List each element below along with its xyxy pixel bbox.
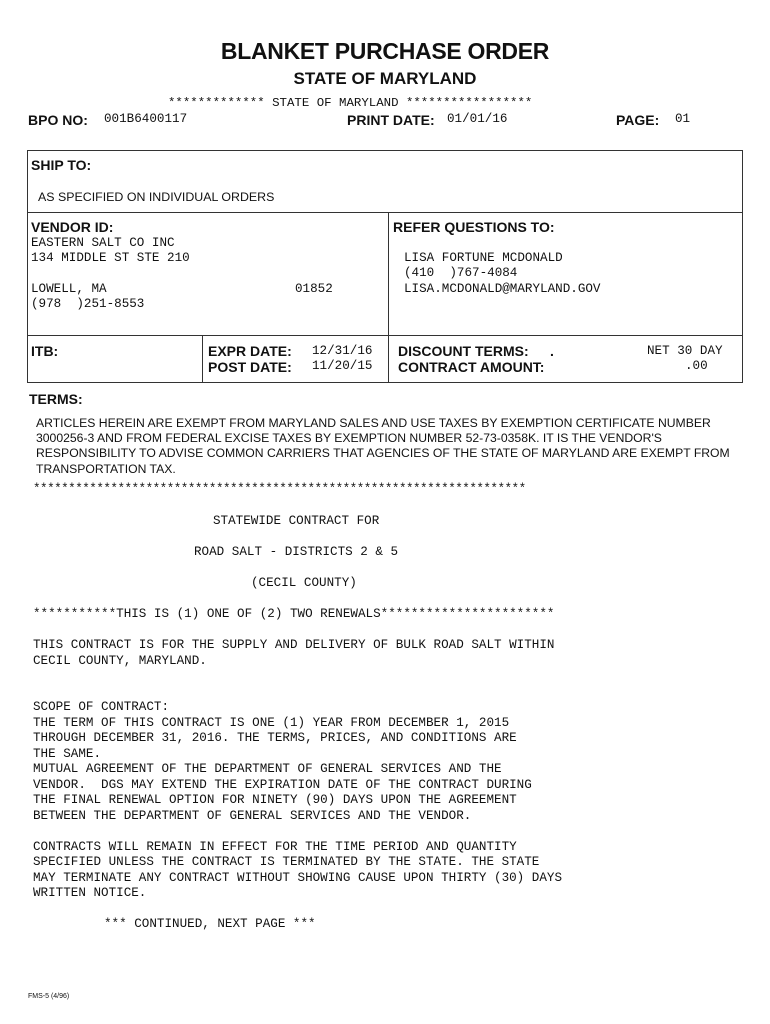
contract-amount-value: .00 (685, 359, 708, 373)
body-line: THE TERM OF THIS CONTRACT IS ONE (1) YEAR FROM DECEMBER 1, 2015 (33, 716, 510, 730)
vendor-phone: (978 )251-8553 (31, 297, 145, 311)
body-line: CECIL COUNTY, MARYLAND. (33, 654, 207, 668)
terms-text: ARTICLES HEREIN ARE EXEMPT FROM MARYLAND SALES AND USE TAXES BY EXEMPTION CERTIFICATE NUMBER 3000256-3 AND FROM FEDERAL EXCISE TAXES BY EXEMPTION NUMBER 52-73-0358K. IT IS THE VENDOR'S RESPONSIBILITY TO ADVISE COMMON CARRIERS THAT AGENCIES OF THE STATE OF MARYLAND ARE EXEMPT FROM TRANSPORTATION TAX. (36, 416, 730, 476)
contact-phone: (410 )767-4084 (404, 266, 518, 280)
post-date-label: POST DATE: (208, 359, 292, 375)
body-line: SCOPE OF CONTRACT: (33, 700, 170, 714)
body-line: VENDOR. DGS MAY EXTEND THE EXPIRATION DATE OF THE CONTRACT DURING (33, 778, 532, 792)
terms-separator: ********************************************************************** (33, 482, 526, 496)
document-subtitle: STATE OF MARYLAND (293, 69, 477, 88)
post-date-value: 11/20/15 (312, 359, 373, 373)
body-line: THROUGH DECEMBER 31, 2016. THE TERMS, PRICES, AND CONDITIONS ARE (33, 731, 517, 745)
header-stars-line: ************* STATE OF MARYLAND ***************** (168, 96, 533, 110)
body-line: SPECIFIED UNLESS THE CONTRACT IS TERMINATED BY THE STATE. THE STATE (33, 855, 540, 869)
body-line: CONTRACTS WILL REMAIN IN EFFECT FOR THE TIME PERIOD AND QUANTITY (33, 840, 517, 854)
vendor-zip: 01852 (295, 282, 333, 296)
terms-label: TERMS: (29, 391, 83, 407)
vendor-city: LOWELL, MA (31, 282, 107, 296)
print-date-label: PRINT DATE: (347, 112, 435, 128)
itb-label: ITB: (31, 343, 59, 359)
body-line: WRITTEN NOTICE. (33, 886, 147, 900)
body-line: (CECIL COUNTY) (251, 576, 357, 590)
bpo-number-value: 001B6400117 (104, 112, 188, 126)
discount-terms-value: NET 30 DAY (647, 344, 723, 358)
body-line: ***********THIS IS (1) ONE OF (2) TWO RENEWALS*********************** (33, 607, 555, 621)
vendor-questions-divider (388, 212, 389, 383)
document-title: BLANKET PURCHASE ORDER (220, 38, 550, 64)
vendor-id-label: VENDOR ID: (31, 219, 114, 235)
contact-email: LISA.MCDONALD@MARYLAND.GOV (404, 282, 601, 296)
body-line: THE SAME. (33, 747, 102, 761)
contract-amount-label: CONTRACT AMOUNT: (398, 359, 545, 375)
page-value: 01 (675, 112, 691, 126)
continued-note: *** CONTINUED, NEXT PAGE *** (104, 917, 316, 931)
body-line: ROAD SALT - DISTRICTS 2 & 5 (194, 545, 399, 559)
page-label: PAGE: (616, 112, 660, 128)
body-line: THE FINAL RENEWAL OPTION FOR NINETY (90) DAYS UPON THE AGREEMENT (33, 793, 517, 807)
order-info-box (27, 150, 743, 383)
discount-terms-dot: . (550, 343, 554, 359)
vendor-street: 134 MIDDLE ST STE 210 (31, 251, 190, 265)
itb-divider (27, 335, 743, 336)
body-line: BETWEEN THE DEPARTMENT OF GENERAL SERVICES AND THE VENDOR. (33, 809, 472, 823)
ship-to-label: SHIP TO: (31, 157, 92, 173)
bpo-number-label: BPO NO: (28, 112, 88, 128)
discount-terms-label: DISCOUNT TERMS: (398, 343, 529, 359)
body-line: MUTUAL AGREEMENT OF THE DEPARTMENT OF GENERAL SERVICES AND THE (33, 762, 502, 776)
expr-date-label: EXPR DATE: (208, 343, 292, 359)
expr-date-value: 12/31/16 (312, 344, 373, 358)
body-line: MAY TERMINATE ANY CONTRACT WITHOUT SHOWING CAUSE UPON THIRTY (30) DAYS (33, 871, 563, 885)
ship-to-value: AS SPECIFIED ON INDIVIDUAL ORDERS (38, 190, 275, 204)
body-line: THIS CONTRACT IS FOR THE SUPPLY AND DELIVERY OF BULK ROAD SALT WITHIN (33, 638, 555, 652)
refer-questions-label: REFER QUESTIONS TO: (393, 219, 555, 235)
print-date-value: 01/01/16 (447, 112, 508, 126)
contact-name: LISA FORTUNE MCDONALD (404, 251, 563, 265)
itb-dates-divider (202, 335, 203, 383)
form-id: FMS-5 (4/96) (28, 993, 70, 1000)
vendor-name: EASTERN SALT CO INC (31, 236, 175, 250)
ship-to-divider (27, 212, 743, 213)
body-line: STATEWIDE CONTRACT FOR (213, 514, 380, 528)
